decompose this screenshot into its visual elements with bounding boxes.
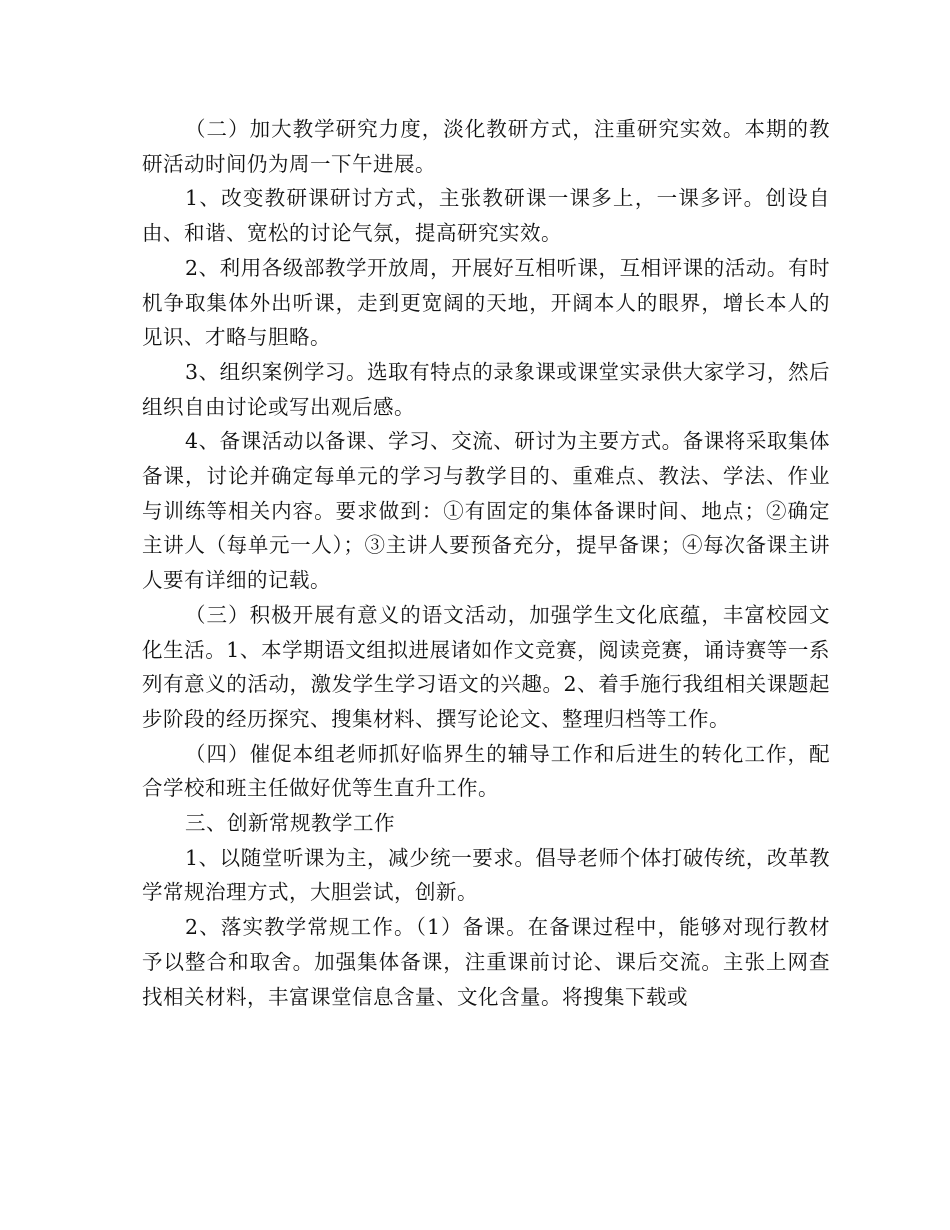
paragraph-heading-innovation: 三、创新常规教学工作 <box>185 811 396 836</box>
paragraph-section-4-tutoring: （四）催促本组老师抓好临界生的辅导工作和后进生的转化工作，配合学校和班主任做好优等生直升工作。 <box>142 741 830 801</box>
document-body <box>142 112 830 1014</box>
paragraph-item-2-open-week: 2、利用各级部教学开放周，开展好互相听课，互相评课的活动。有时机争取集体外出听课，走到更宽阔的天地，开阔本人的眼界，增长本人的见识、才略与胆略。 <box>142 255 830 350</box>
paragraph-item-1-research-method: 1、改变教研课研讨方式，主张教研课一课多上，一课多评。创设自由、和谐、宽松的讨论气氛，提高研究实效。 <box>142 186 830 246</box>
paragraph-innovation-item-1: 1、以随堂听课为主，减少统一要求。倡导老师个体打破传统，改革教学常规治理方式，大胆尝试，创新。 <box>142 845 830 905</box>
paragraph-item-4-lesson-prep: 4、备课活动以备课、学习、交流、研讨为主要方式。备课将采取集体备课，讨论并确定每单元的学习与教学目的、重难点、教法、学法、作业与训练等相关内容。要求做到：①有固定的集体备课时间、地点；②确定主讲人（每单元一人）；③主讲人要预备充分，提早备课；④每次备课主讲人要有详细的记载。 <box>142 429 830 593</box>
paragraph-section-2-heading: （二）加大教学研究力度，淡化教研方式，注重研究实效。本期的教研活动时间仍为周一下午进展。 <box>142 117 830 176</box>
paragraph-item-3-case-study: 3、组织案例学习。选取有特点的录象课或课堂实录供大家学习，然后组织自由讨论或写出观后感。 <box>142 359 830 419</box>
paragraph-section-3-activities: （三）积极开展有意义的语文活动，加强学生文化底蕴，丰富校园文化生活。1、本学期语文组拟进展诸如作文竞赛，阅读竞赛，诵诗赛等一系列有意义的活动，激发学生学习语文的兴趣。2、着手施行我组相关课题起步阶段的经历探究、搜集材料、撰写论论文、整理归档等工作。 <box>142 602 830 731</box>
paragraph-innovation-item-2: 2、落实教学常规工作。（1）备课。在备课过程中，能够对现行教材予以整合和取舍。加强集体备课，注重课前讨论、课后交流。主张上网查找相关材料，丰富课堂信息含量、文化含量。将搜集下载或 <box>142 915 830 1009</box>
